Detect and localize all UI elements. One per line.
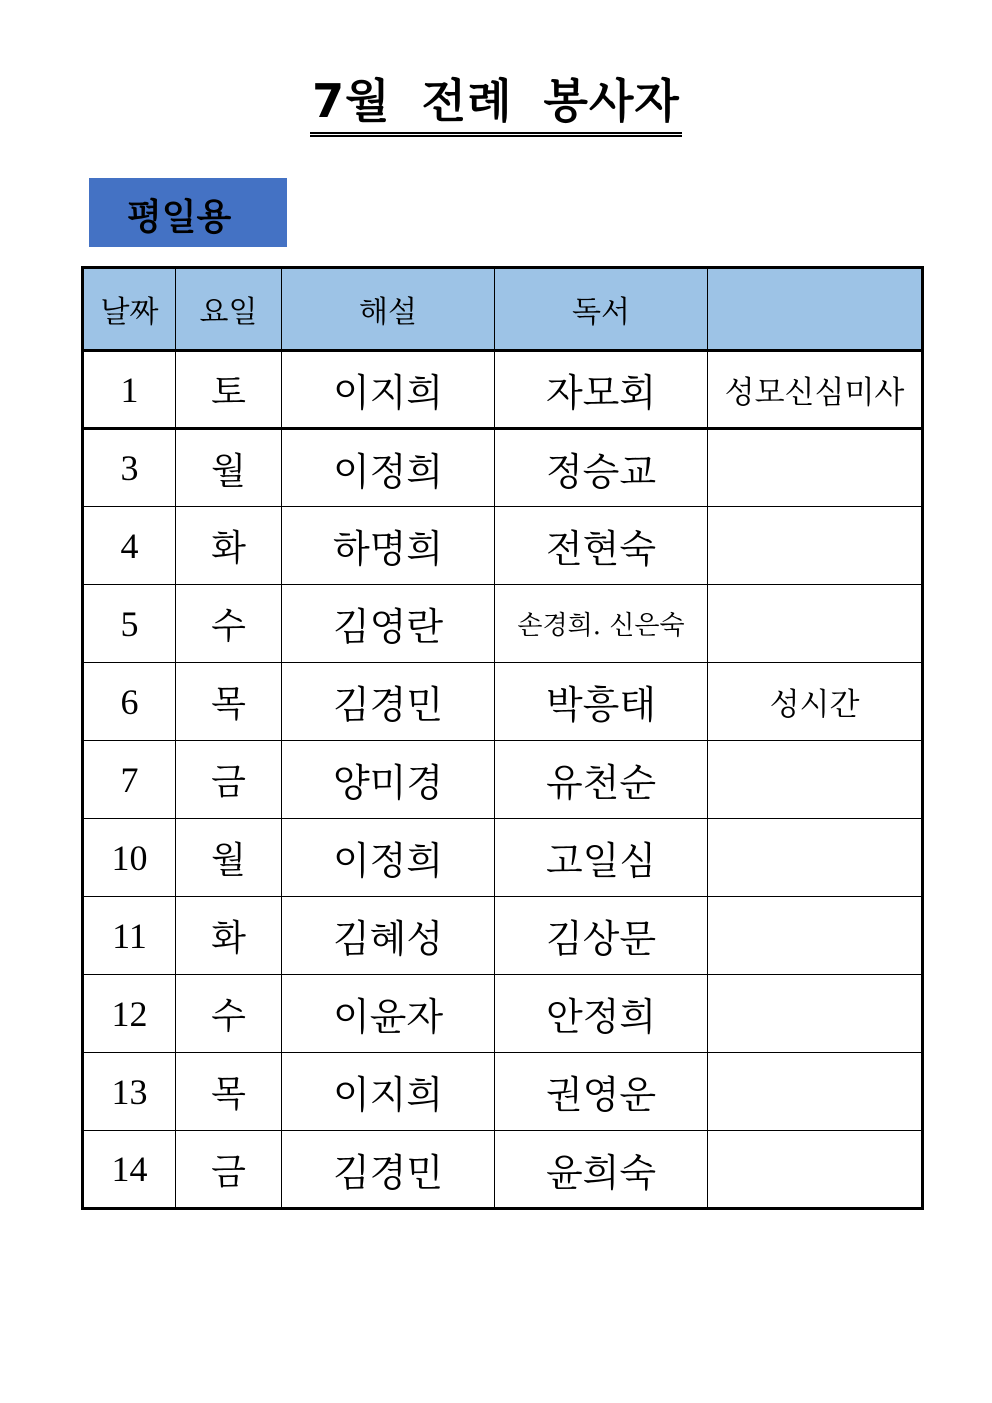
cell-date: 12 <box>83 975 176 1053</box>
table-row <box>83 663 923 741</box>
cell-reader: 윤희숙 <box>495 1131 708 1209</box>
table-row <box>83 741 923 819</box>
cell-note <box>708 897 923 975</box>
cell-note <box>708 819 923 897</box>
cell-commentator: 이윤자 <box>282 975 495 1053</box>
cell-date: 4 <box>83 507 176 585</box>
cell-reader: 자모회 <box>495 351 708 429</box>
header-date: 날짜 <box>83 268 176 351</box>
page-title <box>0 72 992 137</box>
header-day: 요일 <box>176 268 282 351</box>
cell-commentator: 양미경 <box>282 741 495 819</box>
table-row <box>83 585 923 663</box>
cell-reader: 전현숙 <box>495 507 708 585</box>
cell-reader: 권영운 <box>495 1053 708 1131</box>
cell-day: 화 <box>176 507 282 585</box>
cell-day: 금 <box>176 741 282 819</box>
cell-reader: 안정희 <box>495 975 708 1053</box>
header-commentator: 해설 <box>282 268 495 351</box>
cell-commentator: 하명희 <box>282 507 495 585</box>
page-title-text: 7월 전례 봉사자 <box>310 72 682 137</box>
cell-reader: 박흥태 <box>495 663 708 741</box>
cell-note <box>708 1131 923 1209</box>
header-note <box>708 268 923 351</box>
cell-note <box>708 507 923 585</box>
cell-reader: 손경희. 신은숙 <box>495 585 708 663</box>
cell-day: 토 <box>176 351 282 429</box>
table-row <box>83 819 923 897</box>
table-row <box>83 429 923 507</box>
table-row <box>83 975 923 1053</box>
cell-day: 목 <box>176 663 282 741</box>
section-label: 평일용 <box>89 178 287 247</box>
cell-day: 월 <box>176 819 282 897</box>
cell-day: 목 <box>176 1053 282 1131</box>
cell-commentator: 이정희 <box>282 429 495 507</box>
cell-commentator: 이정희 <box>282 819 495 897</box>
cell-reader: 정승교 <box>495 429 708 507</box>
cell-note: 성모신심미사 <box>708 351 923 429</box>
table-row <box>83 1053 923 1131</box>
table-row <box>83 1131 923 1209</box>
cell-date: 10 <box>83 819 176 897</box>
cell-note <box>708 1053 923 1131</box>
table-header-row <box>83 268 923 351</box>
cell-day: 화 <box>176 897 282 975</box>
cell-day: 수 <box>176 585 282 663</box>
cell-reader: 고일심 <box>495 819 708 897</box>
cell-date: 1 <box>83 351 176 429</box>
cell-date: 13 <box>83 1053 176 1131</box>
cell-date: 5 <box>83 585 176 663</box>
cell-note <box>708 429 923 507</box>
cell-date: 7 <box>83 741 176 819</box>
cell-date: 14 <box>83 1131 176 1209</box>
cell-date: 11 <box>83 897 176 975</box>
cell-day: 월 <box>176 429 282 507</box>
header-reader: 독서 <box>495 268 708 351</box>
cell-reader: 김상문 <box>495 897 708 975</box>
cell-commentator: 이지희 <box>282 351 495 429</box>
table-row <box>83 351 923 429</box>
roster-table <box>81 266 924 1210</box>
cell-reader: 유천순 <box>495 741 708 819</box>
cell-commentator: 김경민 <box>282 1131 495 1209</box>
cell-note: 성시간 <box>708 663 923 741</box>
cell-commentator: 김경민 <box>282 663 495 741</box>
cell-date: 3 <box>83 429 176 507</box>
cell-commentator: 이지희 <box>282 1053 495 1131</box>
cell-day: 수 <box>176 975 282 1053</box>
cell-note <box>708 585 923 663</box>
cell-commentator: 김영란 <box>282 585 495 663</box>
table-row <box>83 507 923 585</box>
cell-note <box>708 975 923 1053</box>
cell-day: 금 <box>176 1131 282 1209</box>
cell-date: 6 <box>83 663 176 741</box>
table-row <box>83 897 923 975</box>
cell-commentator: 김혜성 <box>282 897 495 975</box>
cell-note <box>708 741 923 819</box>
